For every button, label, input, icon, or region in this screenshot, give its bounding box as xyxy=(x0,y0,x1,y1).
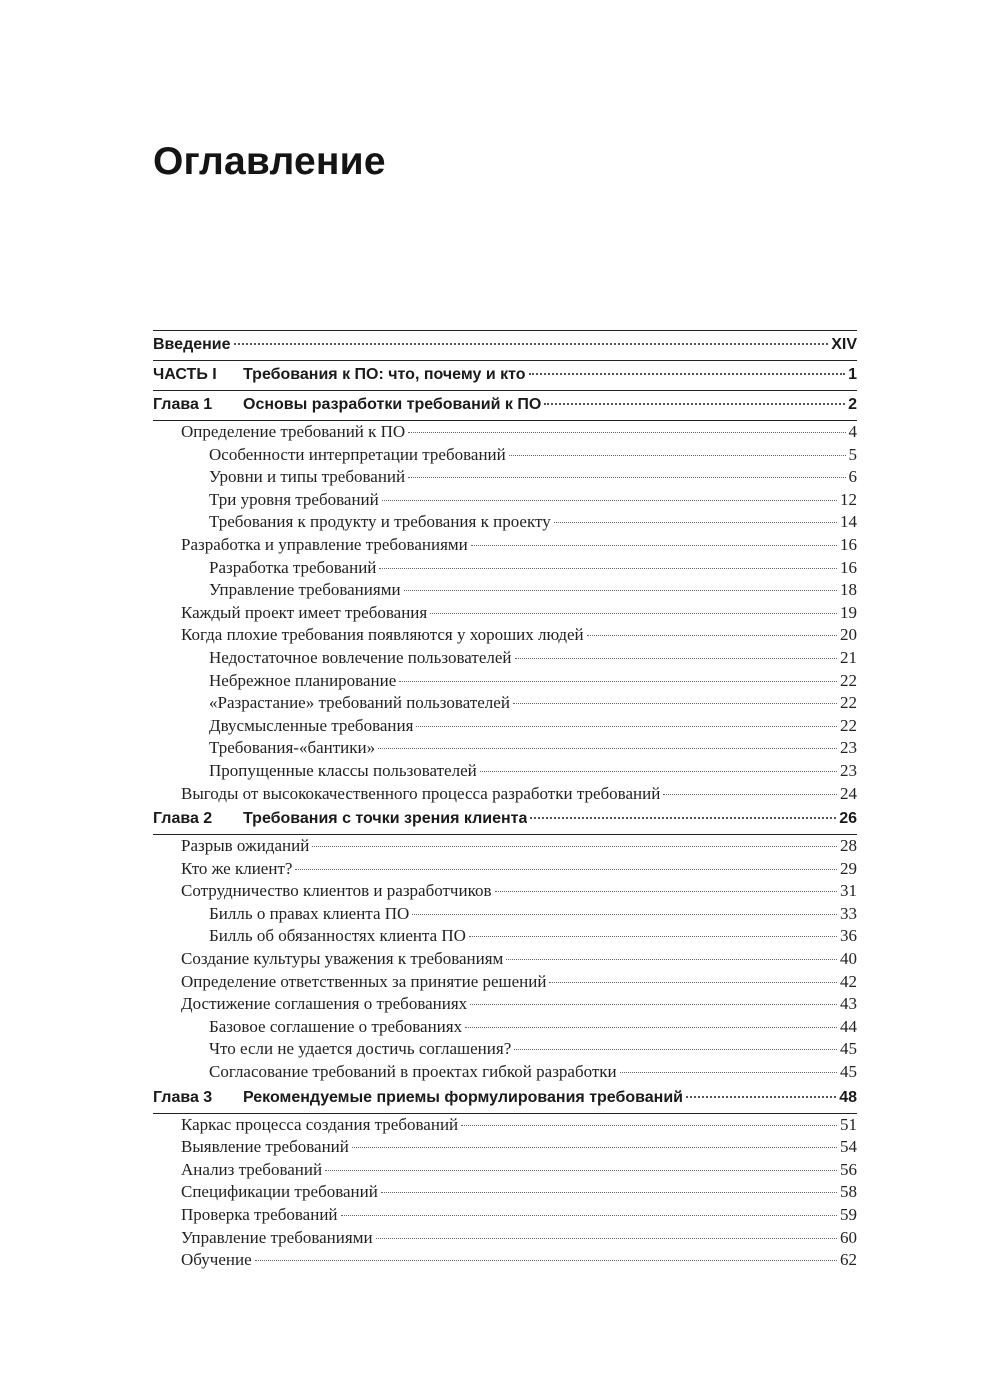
toc-entry-page-number: 23 xyxy=(840,760,857,780)
toc-entry-label: Разрыв ожиданий xyxy=(181,836,310,856)
toc-entry-page-number: 45 xyxy=(840,1039,857,1059)
dot-leader xyxy=(325,1170,837,1171)
toc-entry-page-number: 14 xyxy=(840,512,857,532)
toc-entry-page-number: 28 xyxy=(840,836,857,856)
dot-leader xyxy=(255,1260,837,1261)
toc-entry-label: Каждый проект имеет требования xyxy=(181,602,428,622)
toc-entry-label: Уровни и типы требований xyxy=(209,467,406,487)
toc-entry[interactable] xyxy=(153,602,857,625)
dot-leader xyxy=(234,343,829,345)
toc-entry[interactable] xyxy=(153,971,857,994)
dot-leader xyxy=(399,681,837,682)
toc-entry-page-number: 45 xyxy=(840,1062,857,1082)
toc-entry-page-number: 48 xyxy=(839,1088,857,1106)
dot-leader xyxy=(465,1027,837,1028)
toc-entry-label: Согласование требований в проектах гибкой разработки xyxy=(209,1062,617,1082)
toc-entry-page-number: 33 xyxy=(840,903,857,923)
toc-entry[interactable] xyxy=(153,1159,857,1182)
toc-entry-label: Кто же клиент? xyxy=(181,858,293,878)
toc-major-entry[interactable] xyxy=(153,391,857,421)
toc-entry-page-number: 1 xyxy=(848,366,857,383)
dot-leader xyxy=(312,846,837,847)
toc-entry-page-number: 23 xyxy=(840,738,857,758)
dot-leader xyxy=(404,590,837,591)
toc-entry[interactable] xyxy=(153,737,857,760)
dot-leader xyxy=(480,771,837,772)
toc-entry-page-number: 12 xyxy=(840,489,857,509)
toc-entry[interactable] xyxy=(153,1038,857,1061)
toc-entry[interactable] xyxy=(153,692,857,715)
dot-leader xyxy=(529,373,846,375)
dot-leader xyxy=(295,869,837,870)
toc-major-entry[interactable] xyxy=(153,1084,857,1114)
toc-entry-label: Спецификации требований xyxy=(181,1182,378,1202)
dot-leader xyxy=(469,936,837,937)
toc-entry[interactable] xyxy=(153,466,857,489)
toc-entry[interactable] xyxy=(153,1061,857,1084)
toc-entry-page-number: 24 xyxy=(840,783,857,803)
dot-leader xyxy=(376,1238,837,1239)
dot-leader xyxy=(379,568,837,569)
toc-entry[interactable] xyxy=(153,835,857,858)
toc-entry-page-number: 29 xyxy=(840,858,857,878)
toc-entry-label: Выгоды от высококачественного процесса разработки требований xyxy=(181,783,661,803)
toc-entry-page-number: 62 xyxy=(840,1250,857,1270)
toc-entry-page-number: 36 xyxy=(840,926,857,946)
toc-entry-label: Билль о правах клиента ПО xyxy=(209,903,410,923)
toc-entry[interactable] xyxy=(153,557,857,580)
toc-entry-label: Выявление требований xyxy=(181,1137,349,1157)
dot-leader xyxy=(416,726,837,727)
toc-entry-label: Рекомендуемые приемы формулирования требований xyxy=(243,1088,684,1106)
toc-entry-label: Сотрудничество клиентов и разработчиков xyxy=(181,881,492,901)
toc-major-entry[interactable] xyxy=(153,805,857,835)
toc-entry-page-number: 6 xyxy=(848,467,857,487)
toc-entry[interactable] xyxy=(153,1249,857,1272)
toc-entry[interactable] xyxy=(153,948,857,971)
toc-entry-label: Управление требованиями xyxy=(181,1227,373,1247)
dot-leader xyxy=(352,1147,837,1148)
toc-entry-page-number: 31 xyxy=(840,881,857,901)
dot-leader xyxy=(412,914,837,915)
dot-leader xyxy=(544,403,845,405)
toc-entry-page-number: 42 xyxy=(840,971,857,991)
toc-entry-page-number: 22 xyxy=(840,670,857,690)
toc-entry-page-number: 19 xyxy=(840,602,857,622)
toc-entry-page-number: 16 xyxy=(840,534,857,554)
dot-leader xyxy=(514,1049,837,1050)
toc-entry-page-number: 43 xyxy=(840,994,857,1014)
toc-entry-page-number: 60 xyxy=(840,1227,857,1247)
toc-entry-page-number: 22 xyxy=(840,693,857,713)
toc-entry-page-number: 2 xyxy=(848,396,857,413)
toc-entry[interactable] xyxy=(153,444,857,467)
toc-entry-label: Требования-«бантики» xyxy=(209,738,376,758)
toc-entry-label: Пропущенные классы пользователей xyxy=(209,760,477,780)
toc-entry-label: Когда плохие требования появляются у хороших людей xyxy=(181,625,584,645)
toc-entry-label: Три уровня требований xyxy=(209,489,379,509)
toc-entry[interactable] xyxy=(153,880,857,903)
toc-entry-label: Управление требованиями xyxy=(209,580,401,600)
dot-leader xyxy=(461,1125,837,1126)
toc-entry-prefix: Глава 2 xyxy=(153,810,213,828)
toc-entry[interactable] xyxy=(153,783,857,806)
dot-leader xyxy=(686,1096,836,1098)
toc-entry-page-number: 16 xyxy=(840,557,857,577)
page-title: Оглавление xyxy=(153,140,386,183)
dot-leader xyxy=(408,432,845,433)
dot-leader xyxy=(509,455,846,456)
toc-entry[interactable] xyxy=(153,715,857,738)
toc-entry-prefix: Глава 3 xyxy=(153,1088,213,1106)
dot-leader xyxy=(378,748,837,749)
toc-entry[interactable] xyxy=(153,993,857,1016)
toc-entry[interactable] xyxy=(153,670,857,693)
toc-entry-page-number: 4 xyxy=(848,422,857,441)
dot-leader xyxy=(471,545,837,546)
toc-entry-label: Требования к продукту и требования к проекту xyxy=(209,512,551,532)
dot-leader xyxy=(430,613,837,614)
dot-leader xyxy=(549,982,837,983)
toc-entry-label: Разработка требований xyxy=(209,557,377,577)
toc-entry[interactable] xyxy=(153,1114,857,1137)
dot-leader xyxy=(587,635,837,636)
toc-entry-label: Небрежное планирование xyxy=(209,670,397,690)
toc-entry[interactable] xyxy=(153,421,857,444)
toc-entry-page-number: 54 xyxy=(840,1137,857,1157)
toc-entry-label: Разработка и управление требованиями xyxy=(181,534,468,554)
dot-leader xyxy=(495,891,838,892)
toc-entry-prefix: ЧАСТЬ I xyxy=(153,366,217,383)
table-of-contents xyxy=(153,330,857,1272)
toc-entry[interactable] xyxy=(153,579,857,602)
toc-entry-page-number: 40 xyxy=(840,949,857,969)
toc-entry[interactable] xyxy=(153,760,857,783)
dot-leader xyxy=(408,477,845,478)
toc-entry-label: «Разрастание» требований пользователей xyxy=(209,693,510,713)
toc-entry-label: Достижение соглашения о требованиях xyxy=(181,994,468,1014)
toc-entry-page-number: 26 xyxy=(839,810,857,828)
toc-entry-label: Двусмысленные требования xyxy=(209,715,414,735)
toc-entry-label: Проверка требований xyxy=(181,1205,338,1224)
toc-entry-label: Требования к ПО: что, почему и кто xyxy=(243,366,526,383)
toc-entry-label: Определение ответственных за принятие решений xyxy=(181,971,547,991)
toc-entry-page-number: 18 xyxy=(840,580,857,600)
toc-entry[interactable] xyxy=(153,1204,857,1227)
toc-entry-label: Основы разработки требований к ПО xyxy=(243,396,542,413)
toc-entry-label: Определение требований к ПО xyxy=(181,422,406,441)
dot-leader xyxy=(530,817,836,819)
toc-entry[interactable] xyxy=(153,925,857,948)
toc-entry-label: Базовое соглашение о требованиях xyxy=(209,1016,463,1036)
toc-entry-label: Билль об обязанностях клиента ПО xyxy=(209,926,466,946)
toc-major-entry[interactable] xyxy=(153,361,857,391)
dot-leader xyxy=(554,522,837,523)
toc-entry[interactable] xyxy=(153,1016,857,1039)
toc-entry-label: Особенности интерпретации требований xyxy=(209,444,506,464)
dot-leader xyxy=(513,703,837,704)
toc-entry-page-number: 51 xyxy=(840,1114,857,1134)
toc-entry-page-number: 20 xyxy=(840,625,857,645)
toc-entry[interactable] xyxy=(153,1181,857,1204)
dot-leader xyxy=(663,794,837,795)
toc-entry-label: Недостаточное вовлечение пользователей xyxy=(209,647,512,667)
dot-leader xyxy=(341,1215,837,1216)
toc-entry-page-number: 44 xyxy=(840,1016,857,1036)
toc-entry-label: Требования с точки зрения клиента xyxy=(243,810,528,828)
toc-entry-page-number: 21 xyxy=(840,647,857,667)
toc-entry[interactable] xyxy=(153,858,857,881)
toc-entry[interactable] xyxy=(153,534,857,557)
toc-entry[interactable] xyxy=(153,511,857,534)
dot-leader xyxy=(381,1192,837,1193)
toc-entry-label: Каркас процесса создания требований xyxy=(181,1114,459,1134)
toc-entry[interactable] xyxy=(153,624,857,647)
toc-entry-label: Анализ требований xyxy=(181,1159,323,1179)
toc-entry-page-number: 5 xyxy=(848,444,857,464)
toc-entry[interactable] xyxy=(153,1136,857,1159)
toc-entry-prefix: Глава 1 xyxy=(153,396,213,413)
toc-entry-page-number: XIV xyxy=(831,336,857,353)
toc-entry-label: Введение xyxy=(153,336,231,353)
toc-entry-page-number: 56 xyxy=(840,1159,857,1179)
toc-entry-page-number: 59 xyxy=(840,1205,857,1224)
toc-entry-label: Что если не удается достичь соглашения? xyxy=(209,1039,512,1059)
dot-leader xyxy=(515,658,837,659)
toc-entry[interactable] xyxy=(153,903,857,926)
toc-entry-page-number: 22 xyxy=(840,715,857,735)
toc-entry-label: Обучение xyxy=(181,1250,252,1270)
toc-entry[interactable] xyxy=(153,489,857,512)
toc-entry-label: Создание культуры уважения к требованиям xyxy=(181,949,504,969)
dot-leader xyxy=(620,1072,837,1073)
dot-leader xyxy=(470,1004,837,1005)
dot-leader xyxy=(382,500,837,501)
dot-leader xyxy=(506,959,837,960)
toc-entry-page-number: 58 xyxy=(840,1182,857,1202)
toc-entry[interactable] xyxy=(153,647,857,670)
toc-entry[interactable] xyxy=(153,1227,857,1250)
toc-major-entry[interactable] xyxy=(153,330,857,361)
